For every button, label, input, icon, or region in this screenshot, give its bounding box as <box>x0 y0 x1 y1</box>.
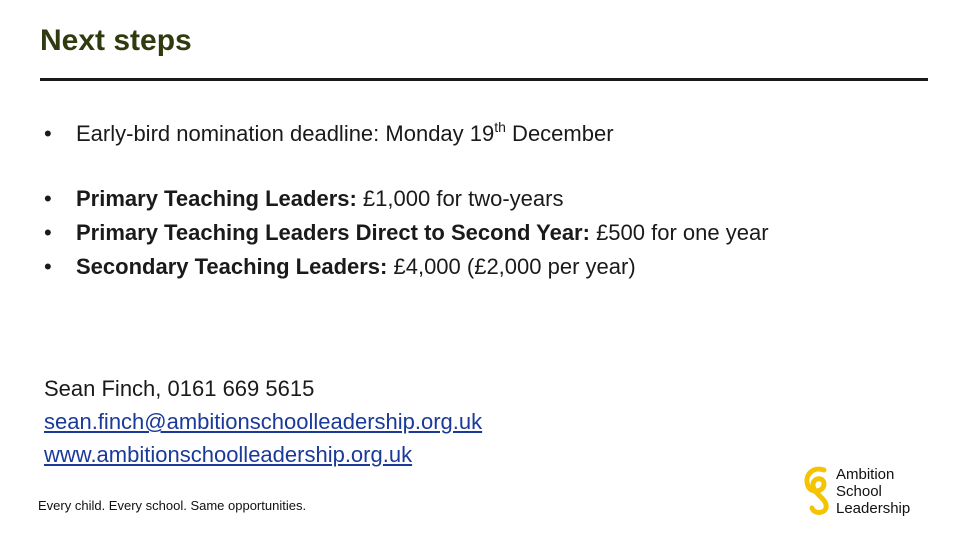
contact-name-phone: Sean Finch, 0161 669 5615 <box>44 376 315 401</box>
price-label: Secondary Teaching Leaders: <box>76 254 388 279</box>
price-value: £4,000 (£2,000 per year) <box>387 254 636 279</box>
slide-title: Next steps <box>40 24 192 57</box>
contact-block <box>44 372 482 471</box>
logo-line: Leadership <box>836 500 911 517</box>
deadline-superscript: th <box>494 119 506 135</box>
deadline-item <box>44 117 614 151</box>
title-divider <box>40 78 928 81</box>
deadline-list <box>44 117 614 151</box>
deadline-suffix: December <box>505 121 614 146</box>
logo-line: Ambition <box>836 466 895 483</box>
ambition-swirl-icon <box>802 464 832 516</box>
tagline: Every child. Every school. Same opportunities. <box>38 498 307 513</box>
price-value: £1,000 for two-years <box>356 186 564 211</box>
deadline-prefix: Early-bird nomination deadline: Monday 19 <box>76 121 495 146</box>
price-item-primary-direct <box>44 216 769 250</box>
price-label: Primary Teaching Leaders: <box>76 186 357 211</box>
contact-email-link[interactable]: sean.finch@ambitionschoolleadership.org.uk <box>44 409 483 434</box>
pricing-list <box>44 182 769 284</box>
price-value: £500 for one year <box>589 220 769 245</box>
price-label: Primary Teaching Leaders Direct to Second Year: <box>76 220 590 245</box>
price-item-secondary <box>44 250 769 284</box>
ambition-logo <box>802 462 932 522</box>
price-item-primary <box>44 182 769 216</box>
logo-wordmark <box>836 466 910 517</box>
logo-line: School <box>836 483 882 500</box>
website-link[interactable]: www.ambitionschoolleadership.org.uk <box>44 442 413 467</box>
